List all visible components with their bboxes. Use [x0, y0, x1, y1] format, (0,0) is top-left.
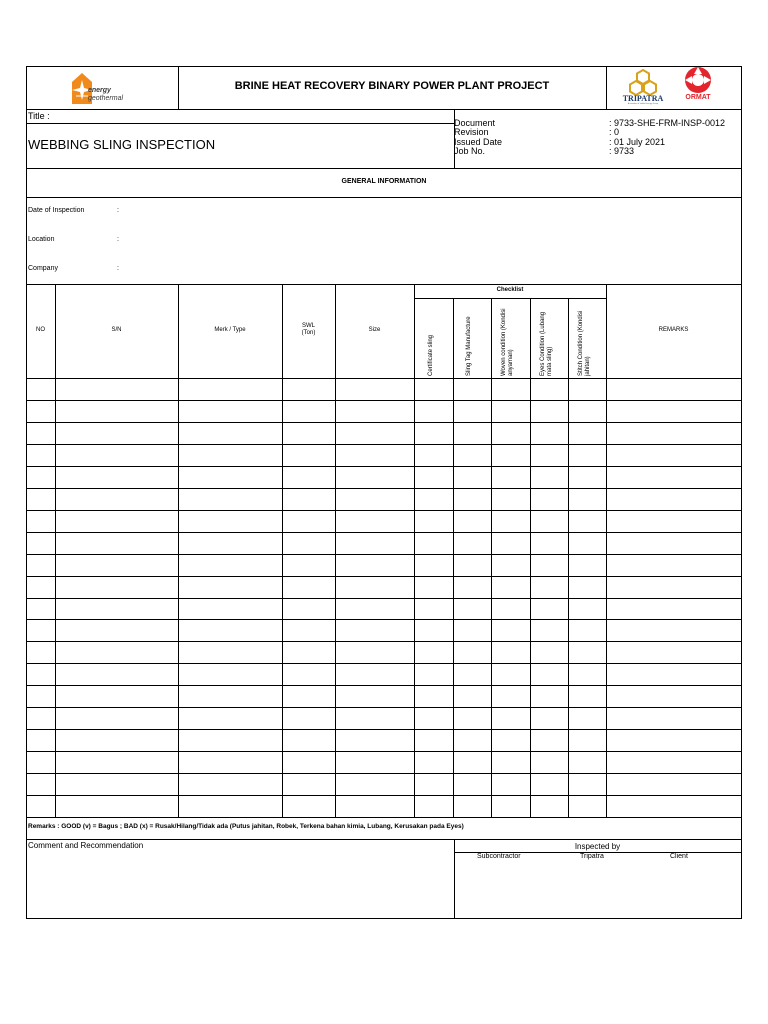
cell-certificate-sling[interactable] — [415, 379, 453, 400]
cell-sling-tag[interactable] — [454, 555, 491, 576]
cell-merk-type[interactable] — [179, 774, 282, 795]
cell-certificate-sling[interactable] — [415, 664, 453, 685]
cell-swl[interactable] — [283, 577, 335, 598]
cell-size[interactable] — [336, 774, 414, 795]
cell-size[interactable] — [336, 511, 414, 532]
cell-woven-condition[interactable] — [492, 401, 530, 422]
signer-client: Client — [670, 853, 688, 860]
cell-certificate-sling[interactable] — [415, 599, 453, 620]
cell-sn[interactable] — [56, 577, 178, 598]
energy-geothermal-logo — [62, 70, 142, 106]
cell-sn[interactable] — [56, 467, 178, 488]
cell-eyes-condition[interactable] — [531, 708, 568, 729]
cell-remarks[interactable] — [607, 511, 741, 532]
cell-eyes-condition[interactable] — [531, 577, 568, 598]
cell-no[interactable] — [27, 511, 55, 532]
cell-eyes-condition[interactable] — [531, 533, 568, 554]
cell-no[interactable] — [27, 445, 55, 466]
cell-sn[interactable] — [56, 423, 178, 444]
col-header-swl: SWL — [301, 323, 315, 329]
cell-sling-tag[interactable] — [454, 599, 491, 620]
cell-size[interactable] — [336, 664, 414, 685]
cell-certificate-sling[interactable] — [415, 423, 453, 444]
cell-woven-condition[interactable] — [492, 686, 530, 707]
issued-date-value: : 01 July 2021 — [609, 137, 666, 147]
cell-remarks[interactable] — [607, 489, 741, 510]
cell-sn[interactable] — [56, 774, 178, 795]
cell-merk-type[interactable] — [179, 467, 282, 488]
cell-sling-tag[interactable] — [454, 379, 491, 400]
cell-no[interactable] — [27, 752, 55, 773]
cell-swl[interactable] — [283, 664, 335, 685]
cell-remarks[interactable] — [607, 796, 741, 817]
cell-sling-tag[interactable] — [454, 796, 491, 817]
cell-stitch-condition[interactable] — [569, 379, 606, 400]
cell-sling-tag[interactable] — [454, 401, 491, 422]
cell-swl[interactable] — [283, 774, 335, 795]
cell-size[interactable] — [336, 577, 414, 598]
col-header-swl-unit: (Ton) — [301, 330, 316, 336]
cell-eyes-condition[interactable] — [531, 664, 568, 685]
cell-remarks[interactable] — [607, 774, 741, 795]
cell-remarks[interactable] — [607, 423, 741, 444]
cell-woven-condition[interactable] — [492, 533, 530, 554]
cell-stitch-condition[interactable] — [569, 796, 606, 817]
comment-label: Comment and Recommendation — [28, 841, 144, 850]
comment-area[interactable] — [27, 852, 453, 917]
tripatra-logo — [614, 68, 672, 108]
checklist-stitch-condition: Stitch Condition (Kondisi jahitan) — [578, 310, 591, 376]
cell-woven-condition[interactable] — [492, 664, 530, 685]
cell-merk-type[interactable] — [179, 686, 282, 707]
cell-swl[interactable] — [283, 642, 335, 663]
col-header-remarks: REMARKS — [658, 327, 689, 333]
cell-eyes-condition[interactable] — [531, 489, 568, 510]
signer-subcontractor: Subcontractor — [477, 853, 521, 860]
cell-sn[interactable] — [56, 642, 178, 663]
cell-sn[interactable] — [56, 708, 178, 729]
checklist-sling-tag-manufacture: Sling Tag Manufacture — [466, 316, 472, 376]
cell-merk-type[interactable] — [179, 620, 282, 641]
tripatra-logo-tagline: A member of Indika Energy Group — [627, 103, 659, 105]
cell-size[interactable] — [336, 379, 414, 400]
cell-size[interactable] — [336, 686, 414, 707]
cell-certificate-sling[interactable] — [415, 401, 453, 422]
cell-merk-type[interactable] — [179, 796, 282, 817]
date-of-inspection-label: Date of Inspection — [28, 207, 85, 214]
cell-sling-tag[interactable] — [454, 577, 491, 598]
cell-swl[interactable] — [283, 796, 335, 817]
cell-remarks[interactable] — [607, 467, 741, 488]
cell-sn[interactable] — [56, 686, 178, 707]
cell-woven-condition[interactable] — [492, 379, 530, 400]
checklist-woven-condition: Woven condition (Kondisi anyaman) — [501, 308, 514, 376]
cell-no[interactable] — [27, 730, 55, 751]
cell-remarks[interactable] — [607, 555, 741, 576]
cell-swl[interactable] — [283, 379, 335, 400]
cell-remarks[interactable] — [607, 599, 741, 620]
logo-energy-text: energy — [88, 87, 111, 94]
cell-sn[interactable] — [56, 730, 178, 751]
signature-area-subcontractor[interactable] — [455, 864, 550, 918]
cell-size[interactable] — [336, 620, 414, 641]
cell-woven-condition[interactable] — [492, 467, 530, 488]
cell-woven-condition[interactable] — [492, 489, 530, 510]
cell-remarks[interactable] — [607, 379, 741, 400]
cell-eyes-condition[interactable] — [531, 620, 568, 641]
form-title: WEBBING SLING INSPECTION — [28, 137, 216, 152]
cell-sling-tag[interactable] — [454, 708, 491, 729]
cell-size[interactable] — [336, 796, 414, 817]
checklist-eyes-condition: Eyes Condition (Lubang mata sling) — [540, 311, 553, 376]
checklist-certificate-sling: Certificate sling — [428, 334, 434, 376]
cell-sn[interactable] — [56, 796, 178, 817]
cell-eyes-condition[interactable] — [531, 774, 568, 795]
cell-certificate-sling[interactable] — [415, 752, 453, 773]
cell-eyes-condition[interactable] — [531, 445, 568, 466]
cell-merk-type[interactable] — [179, 555, 282, 576]
job-no-label: Job No. — [454, 146, 486, 156]
title-label: Title : — [28, 111, 50, 121]
cell-sn[interactable] — [56, 445, 178, 466]
cell-woven-condition[interactable] — [492, 555, 530, 576]
checklist-heading: Checklist — [496, 287, 524, 293]
cell-merk-type[interactable] — [179, 642, 282, 663]
revision-value: : 0 — [609, 127, 620, 137]
cell-merk-type[interactable] — [179, 489, 282, 510]
cell-eyes-condition[interactable] — [531, 686, 568, 707]
col-header-no: NO — [36, 327, 45, 333]
cell-sn[interactable] — [56, 489, 178, 510]
cell-size[interactable] — [336, 730, 414, 751]
cell-swl[interactable] — [283, 686, 335, 707]
cell-no[interactable] — [27, 555, 55, 576]
cell-sling-tag[interactable] — [454, 642, 491, 663]
project-title: BRINE HEAT RECOVERY BINARY POWER PLANT PROJECT — [234, 80, 550, 92]
cell-no[interactable] — [27, 620, 55, 641]
cell-swl[interactable] — [283, 730, 335, 751]
cell-size[interactable] — [336, 533, 414, 554]
cell-no[interactable] — [27, 423, 55, 444]
cell-merk-type[interactable] — [179, 577, 282, 598]
cell-stitch-condition[interactable] — [569, 555, 606, 576]
cell-sling-tag[interactable] — [454, 774, 491, 795]
cell-sling-tag[interactable] — [454, 620, 491, 641]
cell-eyes-condition[interactable] — [531, 730, 568, 751]
cell-sling-tag[interactable] — [454, 511, 491, 532]
cell-merk-type[interactable] — [179, 401, 282, 422]
cell-no[interactable] — [27, 489, 55, 510]
cell-size[interactable] — [336, 489, 414, 510]
cell-stitch-condition[interactable] — [569, 577, 606, 598]
cell-certificate-sling[interactable] — [415, 555, 453, 576]
logo-geothermal-text: geothermal — [88, 95, 124, 102]
cell-certificate-sling[interactable] — [415, 467, 453, 488]
cell-certificate-sling[interactable] — [415, 730, 453, 751]
cell-no[interactable] — [27, 533, 55, 554]
cell-stitch-condition[interactable] — [569, 445, 606, 466]
cell-no[interactable] — [27, 686, 55, 707]
cell-eyes-condition[interactable] — [531, 752, 568, 773]
document-value: : 9733-SHE-FRM-INSP-0012 — [609, 118, 726, 128]
general-information-heading: GENERAL INFORMATION — [341, 178, 427, 185]
cell-eyes-condition[interactable] — [531, 642, 568, 663]
cell-certificate-sling[interactable] — [415, 620, 453, 641]
cell-size[interactable] — [336, 708, 414, 729]
cell-sn[interactable] — [56, 401, 178, 422]
cell-stitch-condition[interactable] — [569, 401, 606, 422]
cell-woven-condition[interactable] — [492, 752, 530, 773]
cell-sling-tag[interactable] — [454, 467, 491, 488]
cell-size[interactable] — [336, 467, 414, 488]
cell-sn[interactable] — [56, 379, 178, 400]
cell-certificate-sling[interactable] — [415, 489, 453, 510]
cell-remarks[interactable] — [607, 445, 741, 466]
cell-certificate-sling[interactable] — [415, 577, 453, 598]
cell-certificate-sling[interactable] — [415, 445, 453, 466]
cell-sn[interactable] — [56, 752, 178, 773]
cell-swl[interactable] — [283, 511, 335, 532]
cell-sn[interactable] — [56, 555, 178, 576]
cell-certificate-sling[interactable] — [415, 774, 453, 795]
cell-stitch-condition[interactable] — [569, 423, 606, 444]
cell-stitch-condition[interactable] — [569, 686, 606, 707]
signature-area-tripatra[interactable] — [551, 864, 646, 918]
cell-size[interactable] — [336, 752, 414, 773]
cell-remarks[interactable] — [607, 533, 741, 554]
cell-sn[interactable] — [56, 620, 178, 641]
cell-no[interactable] — [27, 796, 55, 817]
signer-tripatra: Tripatra — [580, 853, 604, 860]
ormat-logo-text: ORMAT — [685, 94, 711, 101]
cell-swl[interactable] — [283, 489, 335, 510]
cell-swl[interactable] — [283, 620, 335, 641]
ormat-logo — [678, 66, 718, 106]
date-of-inspection-sep: : — [117, 207, 119, 214]
cell-remarks[interactable] — [607, 730, 741, 751]
cell-remarks[interactable] — [607, 642, 741, 663]
remarks-note: Remarks : GOOD (v) = Bagus ; BAD (x) = Rusak/Hilang/Tidak ada (Putus jahitan, Robek, Terkena bahan kimia, Lubang, Kerusakan pada Eyes) — [28, 823, 464, 830]
cell-eyes-condition[interactable] — [531, 796, 568, 817]
cell-remarks[interactable] — [607, 620, 741, 641]
company-label: Company — [28, 265, 58, 272]
cell-eyes-condition[interactable] — [531, 599, 568, 620]
cell-size[interactable] — [336, 555, 414, 576]
cell-stitch-condition[interactable] — [569, 511, 606, 532]
cell-sling-tag[interactable] — [454, 423, 491, 444]
cell-stitch-condition[interactable] — [569, 730, 606, 751]
company-sep: : — [117, 265, 119, 272]
cell-merk-type[interactable] — [179, 423, 282, 444]
cell-stitch-condition[interactable] — [569, 774, 606, 795]
signature-area-client[interactable] — [647, 864, 741, 918]
cell-no[interactable] — [27, 664, 55, 685]
cell-eyes-condition[interactable] — [531, 511, 568, 532]
cell-sn[interactable] — [56, 511, 178, 532]
cell-woven-condition[interactable] — [492, 577, 530, 598]
issued-date-label: Issued Date — [454, 137, 503, 147]
cell-woven-condition[interactable] — [492, 796, 530, 817]
cell-no[interactable] — [27, 774, 55, 795]
cell-size[interactable] — [336, 445, 414, 466]
cell-sn[interactable] — [56, 664, 178, 685]
cell-sling-tag[interactable] — [454, 730, 491, 751]
cell-woven-condition[interactable] — [492, 445, 530, 466]
cell-sling-tag[interactable] — [454, 752, 491, 773]
tripatra-logo-text: TRIPATRA — [622, 94, 664, 103]
cell-swl[interactable] — [283, 467, 335, 488]
cell-remarks[interactable] — [607, 708, 741, 729]
col-header-merk-type: Merk / Type — [214, 327, 246, 333]
cell-stitch-condition[interactable] — [569, 533, 606, 554]
cell-stitch-condition[interactable] — [569, 467, 606, 488]
cell-woven-condition[interactable] — [492, 774, 530, 795]
cell-eyes-condition[interactable] — [531, 467, 568, 488]
cell-no[interactable] — [27, 379, 55, 400]
location-sep: : — [117, 236, 119, 243]
cell-sn[interactable] — [56, 599, 178, 620]
cell-certificate-sling[interactable] — [415, 686, 453, 707]
cell-size[interactable] — [336, 599, 414, 620]
cell-merk-type[interactable] — [179, 533, 282, 554]
cell-stitch-condition[interactable] — [569, 620, 606, 641]
cell-certificate-sling[interactable] — [415, 533, 453, 554]
cell-stitch-condition[interactable] — [569, 664, 606, 685]
cell-certificate-sling[interactable] — [415, 708, 453, 729]
cell-eyes-condition[interactable] — [531, 401, 568, 422]
cell-merk-type[interactable] — [179, 511, 282, 532]
cell-sling-tag[interactable] — [454, 445, 491, 466]
revision-label: Revision — [454, 127, 489, 137]
cell-stitch-condition[interactable] — [569, 599, 606, 620]
document-label: Document — [454, 118, 496, 128]
cell-woven-condition[interactable] — [492, 642, 530, 663]
cell-woven-condition[interactable] — [492, 423, 530, 444]
job-no-value: : 9733 — [609, 146, 635, 156]
cell-sling-tag[interactable] — [454, 489, 491, 510]
cell-size[interactable] — [336, 423, 414, 444]
cell-no[interactable] — [27, 467, 55, 488]
cell-remarks[interactable] — [607, 664, 741, 685]
cell-size[interactable] — [336, 401, 414, 422]
cell-remarks[interactable] — [607, 401, 741, 422]
cell-swl[interactable] — [283, 445, 335, 466]
cell-swl[interactable] — [283, 533, 335, 554]
cell-woven-condition[interactable] — [492, 599, 530, 620]
cell-stitch-condition[interactable] — [569, 708, 606, 729]
cell-merk-type[interactable] — [179, 445, 282, 466]
cell-remarks[interactable] — [607, 752, 741, 773]
cell-no[interactable] — [27, 599, 55, 620]
cell-merk-type[interactable] — [179, 379, 282, 400]
cell-no[interactable] — [27, 642, 55, 663]
cell-certificate-sling[interactable] — [415, 796, 453, 817]
cell-sling-tag[interactable] — [454, 533, 491, 554]
cell-swl[interactable] — [283, 599, 335, 620]
cell-merk-type[interactable] — [179, 730, 282, 751]
cell-remarks[interactable] — [607, 577, 741, 598]
cell-stitch-condition[interactable] — [569, 752, 606, 773]
cell-stitch-condition[interactable] — [569, 489, 606, 510]
col-header-sn: S/N — [111, 327, 122, 333]
cell-merk-type[interactable] — [179, 664, 282, 685]
location-label: Location — [28, 236, 55, 243]
cell-woven-condition[interactable] — [492, 730, 530, 751]
cell-sling-tag[interactable] — [454, 686, 491, 707]
cell-eyes-condition[interactable] — [531, 379, 568, 400]
cell-merk-type[interactable] — [179, 599, 282, 620]
cell-size[interactable] — [336, 642, 414, 663]
cell-merk-type[interactable] — [179, 752, 282, 773]
cell-no[interactable] — [27, 708, 55, 729]
cell-swl[interactable] — [283, 555, 335, 576]
cell-merk-type[interactable] — [179, 708, 282, 729]
cell-remarks[interactable] — [607, 686, 741, 707]
cell-certificate-sling[interactable] — [415, 511, 453, 532]
cell-eyes-condition[interactable] — [531, 555, 568, 576]
cell-woven-condition[interactable] — [492, 708, 530, 729]
cell-swl[interactable] — [283, 423, 335, 444]
cell-sling-tag[interactable] — [454, 664, 491, 685]
col-header-size: Size — [368, 327, 381, 333]
cell-woven-condition[interactable] — [492, 511, 530, 532]
cell-swl[interactable] — [283, 752, 335, 773]
cell-no[interactable] — [27, 401, 55, 422]
cell-woven-condition[interactable] — [492, 620, 530, 641]
cell-stitch-condition[interactable] — [569, 642, 606, 663]
cell-eyes-condition[interactable] — [531, 423, 568, 444]
cell-swl[interactable] — [283, 401, 335, 422]
cell-swl[interactable] — [283, 708, 335, 729]
inspected-by-label: Inspected by — [574, 842, 621, 851]
cell-certificate-sling[interactable] — [415, 642, 453, 663]
cell-sn[interactable] — [56, 533, 178, 554]
cell-no[interactable] — [27, 577, 55, 598]
